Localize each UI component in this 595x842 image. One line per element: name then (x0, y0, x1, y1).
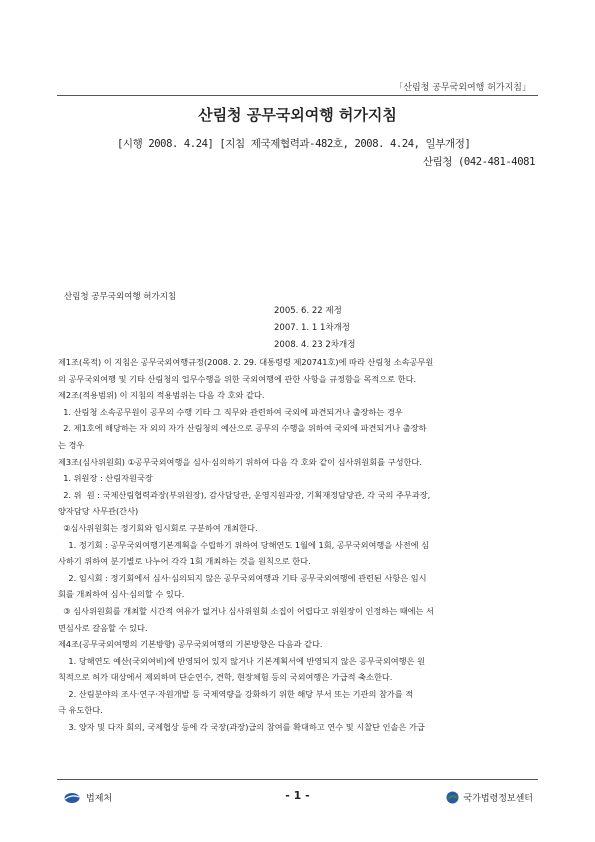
body-line: 의 공무국외여행 및 기타 산림청의 업무수행을 위한 국외여행에 관한 사항을 규정함을 목적으로 한다. (58, 373, 417, 384)
law-center-logo-icon (446, 791, 459, 804)
body-line: 2. 위 원 : 국제산림협력과장(부위원장), 감사담당관, 운영지원과장, 기획재정담당관, 각 국의 주무과장, (58, 489, 431, 500)
history-line: 2005. 6. 22 제정 (274, 306, 342, 316)
header-tag: 「산림청 공무국외여행 허가지침」 (394, 83, 531, 93)
body-line: 는 경우 (58, 439, 85, 450)
document-body (58, 354, 542, 736)
page-number: - 1 - (285, 789, 310, 802)
body-line: 회를 개최하여 심사·심의할 수 있다. (58, 589, 185, 600)
org-contact: 산림청 (042-481-4081 (422, 156, 535, 168)
body-line: 제3조(심사위원회) ①공무국외여행을 심사·심의하기 위하여 다음 각 호와 같이 심사위원회를 구성한다. (58, 456, 422, 467)
footer-right-label: 국가법령정보센터 (463, 794, 533, 804)
history-line: 2007. 1. 1 1차개정 (274, 323, 350, 333)
body-line: 2. 제1호에 해당하는 자 외의 자가 산림청의 예산으로 공무의 수행을 위하여 국외에 파견되거나 출장하 (58, 423, 427, 434)
body-line: 2. 산림분야의 조사·연구·자원개발 등 국제역량을 강화하기 위한 해당 부서 또는 기관의 참가를 적 (58, 688, 414, 699)
body-line: ②심사위원회는 정기회와 임시회로 구분하여 개최한다. (58, 522, 258, 533)
document-title: 산림청 공무국외여행 허가지침 (198, 106, 397, 124)
body-line: 1. 산림청 소속공무원이 공무의 수행 기타 그 직무와 관련하여 국외에 파견되거나 출장하는 경우 (58, 406, 403, 417)
body-line: 제4조(공무국외여행의 기본방향) 공무국외여행의 기본방향은 다음과 같다. (58, 639, 323, 650)
body-line: 1. 정기회 : 공무국외여행기본계획을 수립하기 위하여 당해연도 1월에 1회, 공무국외여행을 사전에 심 (58, 539, 430, 550)
body-line: 2. 임시회 : 정기회에서 심사·심의되지 않은 공무국외여행과 기타 공무국외여행에 관련된 사항은 임시 (58, 572, 427, 583)
footer-right (446, 791, 533, 804)
body-line: 3. 양자 및 다자 회의, 국제협상 등에 각 국장(과장)급의 참여를 확대하고 연수 및 시찰단 인솔은 가급 (58, 722, 425, 733)
enforcement-info: [시행 2008. 4.24] [지침 제국제협력과-482호, 2008. 4.24, 일부개정] (117, 138, 471, 150)
footer-rule (57, 779, 538, 780)
footer-left-label: 법제처 (86, 794, 113, 804)
body-line: 극 유도한다. (58, 705, 103, 716)
body-line: 1. 위원장 : 산림자원국장 (58, 473, 153, 484)
doc-name: 산림청 공무국외여행 허가지침 (64, 292, 177, 302)
body-line: 제2조(적용범위) 이 지침의 적용범위는 다음 각 호와 같다. (58, 390, 265, 401)
body-line: 면심사로 갈음할 수 있다. (58, 622, 148, 633)
header-rule (57, 95, 538, 96)
body-line: 칙적으로 허가 대상에서 제외하며 단순연수, 견학, 현장체험 등의 국외여행은 가급적 축소한다. (58, 672, 393, 683)
body-line: 사하기 위하여 분기별로 나누어 각각 1회 개최하는 것을 원칙으로 한다. (58, 556, 311, 567)
body-line: 제1조(목적) 이 지침은 공무국외여행규정(2008. 2. 29. 대통령령 제20741호)에 따라 산림청 소속공무원 (58, 357, 434, 367)
body-line: 1. 당해연도 예산(국외여비)에 반영되어 있지 않거나 기본계획서에 반영되지 않은 공무국외여행은 원 (58, 655, 426, 666)
body-line: 양자담당 사무관(간사) (58, 506, 139, 517)
body-line: ③ 심사위원회를 개최할 시간적 여유가 없거나 심사위원회 소집이 어렵다고 위원장이 인정하는 때에는 서 (58, 605, 434, 616)
history-line: 2008. 4. 23 2차개정 (274, 340, 356, 350)
